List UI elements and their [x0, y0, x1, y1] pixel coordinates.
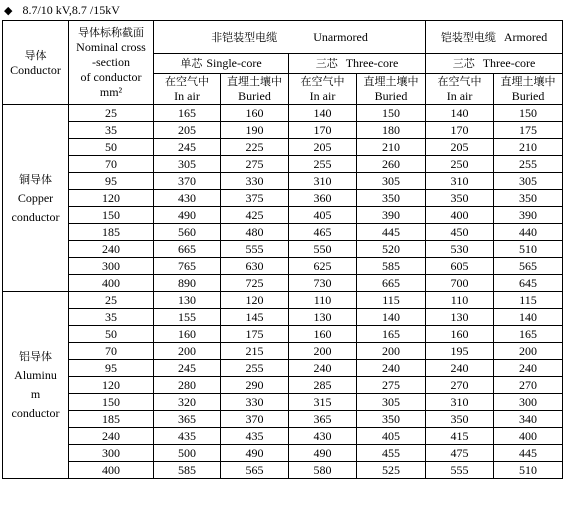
ampacity-cell: 310	[289, 173, 357, 190]
table-row	[3, 156, 563, 173]
copper-conductor-label: 铜导体 Copper conductor	[3, 105, 69, 292]
ampacity-cell: 350	[357, 190, 426, 207]
ampacity-cell: 445	[494, 445, 563, 462]
ampacity-cell: 320	[154, 394, 221, 411]
table-row	[3, 258, 563, 275]
ampacity-cell: 365	[154, 411, 221, 428]
cross-section-cell: 95	[69, 173, 154, 190]
ampacity-cell: 310	[426, 173, 494, 190]
ampacity-cell: 210	[357, 139, 426, 156]
ampacity-cell: 350	[357, 411, 426, 428]
ampacity-cell: 245	[154, 139, 221, 156]
cross-section-cell: 120	[69, 377, 154, 394]
table-row	[3, 122, 563, 139]
ampacity-cell: 525	[357, 462, 426, 479]
table-row	[3, 173, 563, 190]
ampacity-cell: 305	[357, 394, 426, 411]
cross-section-cell: 70	[69, 156, 154, 173]
table-body	[3, 105, 563, 479]
ampacity-cell: 435	[154, 428, 221, 445]
ampacity-cell: 315	[289, 394, 357, 411]
ampacity-cell: 700	[426, 275, 494, 292]
ampacity-cell: 730	[289, 275, 357, 292]
ampacity-cell: 215	[221, 343, 289, 360]
ampacity-cell: 290	[221, 377, 289, 394]
ampacity-cell: 130	[289, 309, 357, 326]
ampacity-cell: 350	[494, 190, 563, 207]
ampacity-cell: 445	[357, 224, 426, 241]
ampacity-cell: 180	[357, 122, 426, 139]
ampacity-cell: 405	[357, 428, 426, 445]
cross-section-cell: 35	[69, 309, 154, 326]
ampacity-cell: 435	[221, 428, 289, 445]
ampacity-cell: 205	[289, 139, 357, 156]
ampacity-cell: 140	[426, 105, 494, 122]
ampacity-cell: 510	[494, 241, 563, 258]
unarmored-cable-header: 非铠装型电缆 Unarmored	[154, 21, 426, 54]
table-row	[3, 105, 563, 122]
table-row	[3, 462, 563, 479]
ampacity-cell: 370	[221, 411, 289, 428]
ampacity-cell: 200	[494, 343, 563, 360]
ampacity-cell: 260	[357, 156, 426, 173]
ampacity-cell: 285	[289, 377, 357, 394]
ampacity-cell: 240	[357, 360, 426, 377]
ampacity-cell: 170	[289, 122, 357, 139]
diamond-bullet-icon: ◆	[4, 5, 13, 17]
ampacity-cell: 305	[154, 156, 221, 173]
ampacity-cell: 110	[289, 292, 357, 309]
ampacity-cell: 400	[426, 207, 494, 224]
cross-section-cell: 25	[69, 105, 154, 122]
ampacity-cell: 270	[494, 377, 563, 394]
ampacity-cell: 625	[289, 258, 357, 275]
cross-section-cell: 240	[69, 428, 154, 445]
armored-three-core-header: 三芯 Three-core	[426, 54, 563, 74]
ampacity-cell: 430	[289, 428, 357, 445]
ampacity-cell: 240	[426, 360, 494, 377]
cross-section-cell: 35	[69, 122, 154, 139]
ampacity-cell: 725	[221, 275, 289, 292]
ampacity-cell: 165	[357, 326, 426, 343]
ampacity-cell: 140	[357, 309, 426, 326]
ampacity-cell: 145	[221, 309, 289, 326]
ampacity-cell: 300	[494, 394, 563, 411]
ampacity-cell: 330	[221, 173, 289, 190]
ampacity-cell: 665	[154, 241, 221, 258]
ampacity-cell: 250	[426, 156, 494, 173]
ampacity-cell: 555	[426, 462, 494, 479]
ampacity-cell: 255	[494, 156, 563, 173]
cross-section-cell: 300	[69, 258, 154, 275]
cross-section-cell: 150	[69, 207, 154, 224]
ampacity-cell: 240	[289, 360, 357, 377]
table-row	[3, 377, 563, 394]
cross-section-cell: 95	[69, 360, 154, 377]
ampacity-cell: 160	[426, 326, 494, 343]
ampacity-cell: 205	[426, 139, 494, 156]
ampacity-cell: 585	[154, 462, 221, 479]
ampacity-cell: 150	[357, 105, 426, 122]
ampacity-cell: 375	[221, 190, 289, 207]
ampacity-cell: 455	[357, 445, 426, 462]
ampacity-cell: 390	[357, 207, 426, 224]
ampacity-cell: 585	[357, 258, 426, 275]
ampacity-cell: 415	[426, 428, 494, 445]
ampacity-cell: 580	[289, 462, 357, 479]
table-row	[3, 445, 563, 462]
ampacity-cell: 155	[154, 309, 221, 326]
cross-section-cell: 70	[69, 343, 154, 360]
ampacity-cell: 255	[289, 156, 357, 173]
ampacity-cell: 365	[289, 411, 357, 428]
ampacity-cell: 240	[494, 360, 563, 377]
table-row	[3, 411, 563, 428]
ampacity-cell: 890	[154, 275, 221, 292]
ampacity-cell: 530	[426, 241, 494, 258]
ampacity-cell: 305	[494, 173, 563, 190]
table-row	[3, 343, 563, 360]
ampacity-cell: 350	[426, 411, 494, 428]
ampacity-cell: 150	[494, 105, 563, 122]
ampacity-cell: 400	[494, 428, 563, 445]
ampacity-cell: 255	[221, 360, 289, 377]
three-core-in-air-header: 在空气中 In air	[289, 74, 357, 105]
ampacity-cell: 270	[426, 377, 494, 394]
table-row	[3, 394, 563, 411]
ampacity-cell: 200	[357, 343, 426, 360]
armored-buried-header: 直埋土壤中 Buried	[494, 74, 563, 105]
ampacity-cell: 480	[221, 224, 289, 241]
single-core-in-air-header: 在空气中 In air	[154, 74, 221, 105]
ampacity-cell: 450	[426, 224, 494, 241]
aluminum-conductor-label: 铝导体 Aluminu m conductor	[3, 292, 69, 479]
ampacity-cell: 130	[426, 309, 494, 326]
cross-section-cell: 50	[69, 139, 154, 156]
ampacity-cell: 165	[154, 105, 221, 122]
ampacity-cell: 305	[357, 173, 426, 190]
cross-section-cell: 400	[69, 462, 154, 479]
table-row	[3, 241, 563, 258]
ampacity-cell: 140	[494, 309, 563, 326]
cross-section-cell: 50	[69, 326, 154, 343]
ampacity-cell: 425	[221, 207, 289, 224]
table-caption	[4, 2, 120, 18]
ampacity-cell: 440	[494, 224, 563, 241]
table-row	[3, 207, 563, 224]
table-row	[3, 360, 563, 377]
armored-in-air-header: 在空气中 In air	[426, 74, 494, 105]
ampacity-cell: 510	[494, 462, 563, 479]
ampacity-cell: 115	[494, 292, 563, 309]
ampacity-cell: 500	[154, 445, 221, 462]
table-row	[3, 428, 563, 445]
ampacity-cell: 605	[426, 258, 494, 275]
ampacity-cell: 160	[154, 326, 221, 343]
table-row	[3, 224, 563, 241]
ampacity-cell: 200	[289, 343, 357, 360]
cross-section-cell: 240	[69, 241, 154, 258]
ampacity-cell: 520	[357, 241, 426, 258]
ampacity-cell: 565	[494, 258, 563, 275]
cross-section-cell: 185	[69, 224, 154, 241]
ampacity-cell: 490	[154, 207, 221, 224]
ampacity-cell: 225	[221, 139, 289, 156]
ampacity-cell: 140	[289, 105, 357, 122]
table-row	[3, 326, 563, 343]
ampacity-cell: 405	[289, 207, 357, 224]
cross-section-cell: 120	[69, 190, 154, 207]
ampacity-cell: 245	[154, 360, 221, 377]
single-core-buried-header: 直埋土壤中 Buried	[221, 74, 289, 105]
ampacity-cell: 330	[221, 394, 289, 411]
cross-section-cell: 150	[69, 394, 154, 411]
ampacity-cell: 430	[154, 190, 221, 207]
unarmored-single-core-header: 单芯 Single-core	[154, 54, 289, 74]
cross-section-cell: 185	[69, 411, 154, 428]
table-row	[3, 139, 563, 156]
table-row	[3, 292, 563, 309]
ampacity-cell: 160	[221, 105, 289, 122]
ampacity-cell: 110	[426, 292, 494, 309]
current-capacity-table	[2, 20, 563, 479]
ampacity-cell: 210	[494, 139, 563, 156]
ampacity-cell: 175	[221, 326, 289, 343]
ampacity-cell: 550	[289, 241, 357, 258]
ampacity-cell: 275	[221, 156, 289, 173]
ampacity-cell: 115	[357, 292, 426, 309]
cross-section-cell: 300	[69, 445, 154, 462]
ampacity-cell: 765	[154, 258, 221, 275]
cross-section-cell: 400	[69, 275, 154, 292]
ampacity-cell: 130	[154, 292, 221, 309]
unarmored-three-core-header: 三芯 Three-core	[289, 54, 426, 74]
voltage-rating: 8.7/10 kV,8.7 /15kV	[22, 3, 120, 17]
ampacity-cell: 490	[289, 445, 357, 462]
ampacity-cell: 340	[494, 411, 563, 428]
ampacity-cell: 190	[221, 122, 289, 139]
ampacity-cell: 205	[154, 122, 221, 139]
armored-cable-header: 铠装型电缆 Armored	[426, 21, 563, 54]
ampacity-cell: 165	[494, 326, 563, 343]
ampacity-cell: 560	[154, 224, 221, 241]
table-row	[3, 309, 563, 326]
ampacity-cell: 175	[494, 122, 563, 139]
ampacity-cell: 465	[289, 224, 357, 241]
table-row	[3, 275, 563, 292]
ampacity-cell: 160	[289, 326, 357, 343]
ampacity-cell: 195	[426, 343, 494, 360]
ampacity-cell: 390	[494, 207, 563, 224]
ampacity-cell: 475	[426, 445, 494, 462]
ampacity-cell: 310	[426, 394, 494, 411]
ampacity-cell: 350	[426, 190, 494, 207]
ampacity-cell: 370	[154, 173, 221, 190]
ampacity-cell: 665	[357, 275, 426, 292]
ampacity-cell: 170	[426, 122, 494, 139]
ampacity-cell: 565	[221, 462, 289, 479]
ampacity-cell: 555	[221, 241, 289, 258]
ampacity-cell: 200	[154, 343, 221, 360]
ampacity-cell: 120	[221, 292, 289, 309]
ampacity-cell: 280	[154, 377, 221, 394]
conductor-header: 导体 Conductor	[3, 21, 69, 105]
ampacity-cell: 275	[357, 377, 426, 394]
table-row	[3, 190, 563, 207]
three-core-buried-header: 直埋土壤中 Buried	[357, 74, 426, 105]
cross-section-cell: 25	[69, 292, 154, 309]
ampacity-cell: 645	[494, 275, 563, 292]
ampacity-cell: 360	[289, 190, 357, 207]
ampacity-cell: 490	[221, 445, 289, 462]
ampacity-cell: 630	[221, 258, 289, 275]
cross-section-header: 导体标称截面 Nominal cross -section of conductor mm²	[69, 21, 154, 105]
